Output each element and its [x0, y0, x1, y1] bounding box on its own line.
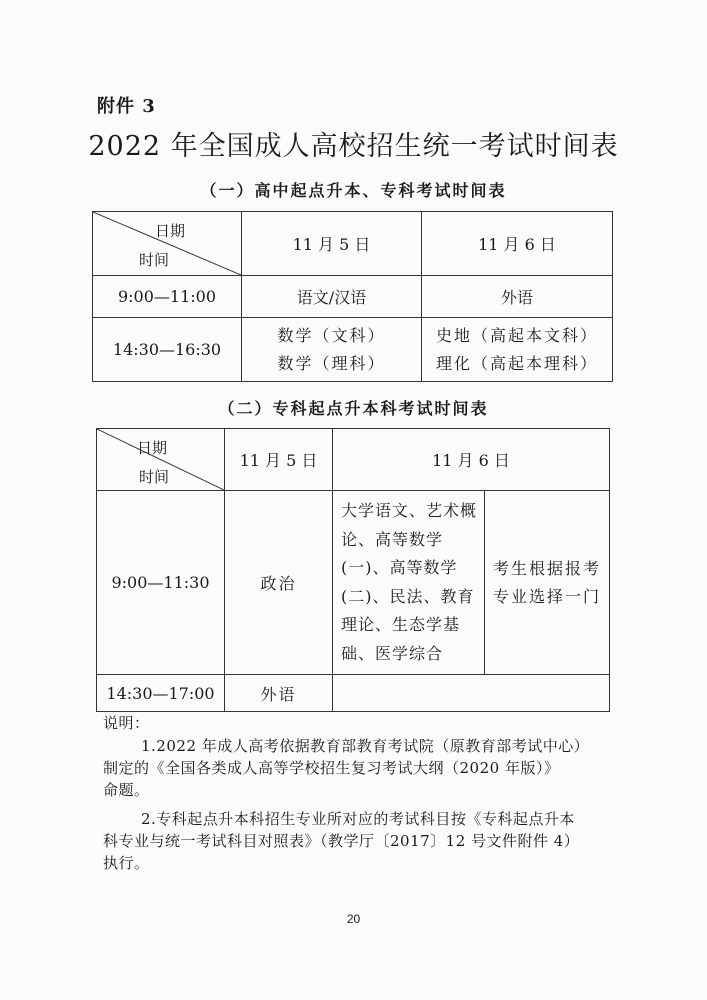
page-number: 20: [346, 912, 361, 926]
notes-label: 说明：: [103, 714, 150, 732]
table2-corner-cell: [97, 429, 225, 491]
note-line: 科专业与统一考试科目对照表》（教学厅〔2017〕12 号文件附件 4）: [103, 832, 580, 850]
subject-line: 理化（高起本理科）: [435, 353, 598, 373]
subject-line: (一)、高等数学: [341, 558, 458, 577]
col-header-day1: 11 月 5 日: [225, 429, 333, 491]
subject-line: 史地（高起本文科）: [435, 325, 598, 345]
subject-cell: 外语: [422, 276, 613, 318]
note-line: 专业选择一门: [492, 586, 601, 606]
col-header-day1: 11 月 5 日: [242, 212, 422, 276]
subject-cell: [422, 318, 613, 382]
corner-date-label: 日期: [137, 439, 168, 457]
time-cell: 9:00—11:00: [93, 276, 242, 318]
note-line: 制定的《全国各类成人高等学校招生复习考试大纲（2020 年版）》: [103, 759, 560, 777]
subject-line: 础、医学综合: [341, 643, 444, 663]
subject-list-cell: [333, 491, 485, 675]
subject-line: (二)、民法、教育: [341, 586, 475, 606]
time-cell: 14:30—17:00: [97, 675, 225, 712]
attachment-label: 附件 3: [97, 96, 156, 117]
subject-cell: [242, 318, 422, 382]
subject-line: 大学语文、艺术概: [341, 501, 478, 520]
subject-line: 数学（文科）: [277, 325, 386, 345]
schedule-table-2: [96, 428, 610, 712]
page-title: 2022 年全国成人高校招生统一考试时间表: [88, 131, 619, 162]
note-line: 执行。: [103, 854, 150, 872]
note-line: 考生根据报考: [492, 558, 601, 578]
choice-note-cell: [485, 491, 610, 675]
notes-paragraph-2: [103, 808, 618, 874]
section2-heading: （二）专科起点升本科考试时间表: [218, 399, 489, 418]
corner-time-label: 时间: [139, 251, 170, 269]
schedule-table-1: [92, 211, 613, 382]
subject-cell: 外语: [225, 675, 333, 712]
subject-line: 论、高等数学: [341, 529, 444, 549]
col-header-day2: 11 月 6 日: [422, 212, 613, 276]
notes-paragraph-1: [103, 735, 618, 801]
subject-cell: 政治: [225, 491, 333, 675]
section1-heading: （一）高中起点升本、专科考试时间表: [200, 181, 507, 200]
corner-time-label: 时间: [139, 468, 170, 486]
corner-date-label: 日期: [155, 222, 186, 240]
time-cell: 14:30—16:30: [93, 318, 242, 382]
note-line: 1.2022 年成人高考依据教育部教育考试院（原教育部考试中心）: [141, 737, 590, 755]
note-line: 命题。: [103, 781, 150, 799]
empty-cell: [333, 675, 610, 712]
note-line: 2.专科起点升本科招生专业所对应的考试科目按《专科起点升本: [141, 810, 575, 828]
col-header-day2: 11 月 6 日: [333, 429, 610, 491]
subject-line: 数学（理科）: [277, 353, 386, 373]
subject-cell: 语文/汉语: [242, 276, 422, 318]
table1-corner-cell: [93, 212, 242, 276]
subject-line: 理论、生态学基: [341, 615, 461, 634]
time-cell: 9:00—11:30: [97, 491, 225, 675]
